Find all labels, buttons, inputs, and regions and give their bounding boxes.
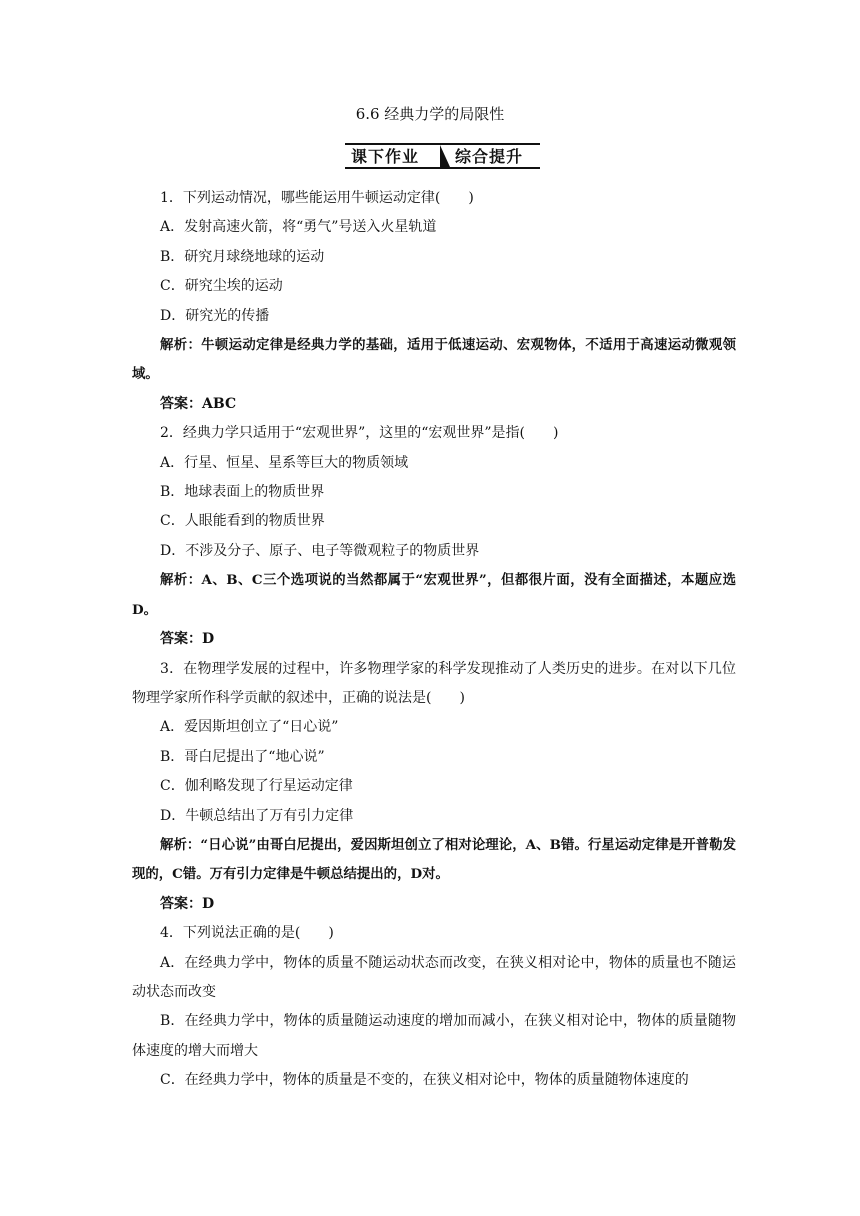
banner-bottom-rule xyxy=(345,167,540,169)
page-title: 6.6 经典力学的局限性 xyxy=(355,105,505,123)
question-list xyxy=(132,184,736,1096)
question-3-analysis: 解析：“日心说”由哥白尼提出，爱因斯坦创立了相对论理论，A、B错。行星运动定律是开普勒发现的，C错。万有引力定律是牛顿总结提出的，D对。 xyxy=(132,836,736,883)
banner-separator-icon xyxy=(440,145,450,167)
question-4-option-a: A．在经典力学中，物体的质量不随运动状态而改变，在狭义相对论中，物体的质量也不随运动状态而改变 xyxy=(132,954,736,1000)
question-4-stem: 4．下列说法正确的是( ) xyxy=(160,925,334,942)
question-4-option-b: B．在经典力学中，物体的质量随运动速度的增加而减小，在狭义相对论中，物体的质量随物体速度的增大而增大 xyxy=(132,1013,736,1059)
question-2-option-a: A．行星、恒星、星系等巨大的物质领域 xyxy=(160,454,409,471)
question-2-answer: 答案：D xyxy=(160,631,215,648)
banner-left-label: 课下作业 xyxy=(351,147,420,166)
question-1-answer: 答案：ABC xyxy=(160,395,237,412)
question-2-analysis: 解析：A、B、C三个选项说的当然都属于“宏观世界”，但都很片面，没有全面描述，本题应选D。 xyxy=(132,572,736,618)
question-2-option-c: C．人眼能看到的物质世界 xyxy=(160,513,325,530)
question-2-stem: 2．经典力学只适用于“宏观世界”，这里的“宏观世界”是指( ) xyxy=(160,425,559,442)
section-banner xyxy=(345,143,540,171)
question-2-option-b: B．地球表面上的物质世界 xyxy=(160,484,325,501)
question-1-stem: 1．下列运动情况，哪些能运用牛顿运动定律( ) xyxy=(160,190,474,206)
question-1-option-d: D．研究光的传播 xyxy=(160,307,270,324)
question-3-option-a: A．爱因斯坦创立了“日心说” xyxy=(160,719,339,736)
question-3-answer: 答案：D xyxy=(160,895,215,912)
question-1-analysis: 解析：牛顿运动定律是经典力学的基础，适用于低速运动、宏观物体，不适用于高速运动微观领域。 xyxy=(132,337,736,383)
question-1-option-b: B．研究月球绕地球的运动 xyxy=(160,248,325,265)
question-2-option-d: D．不涉及分子、原子、电子等微观粒子的物质世界 xyxy=(160,542,480,559)
question-3-stem: 3．在物理学发展的过程中，许多物理学家的科学发现推动了人类历史的进步。在对以下几位物理学家所作科学贡献的叙述中，正确的说法是( ) xyxy=(132,660,736,706)
banner-right-label: 综合提升 xyxy=(455,147,524,166)
question-1-option-a: A．发射高速火箭，将“勇气”号送入火星轨道 xyxy=(160,219,437,236)
question-3-option-c: C．伽利略发现了行星运动定律 xyxy=(160,778,353,795)
question-1-option-c: C．研究尘埃的运动 xyxy=(160,278,283,295)
question-4-option-c: C．在经典力学中，物体的质量是不变的，在狭义相对论中，物体的质量随物体速度的 xyxy=(160,1072,689,1089)
question-3-option-b: B．哥白尼提出了“地心说” xyxy=(160,748,325,765)
question-3-option-d: D．牛顿总结出了万有引力定律 xyxy=(160,807,354,824)
